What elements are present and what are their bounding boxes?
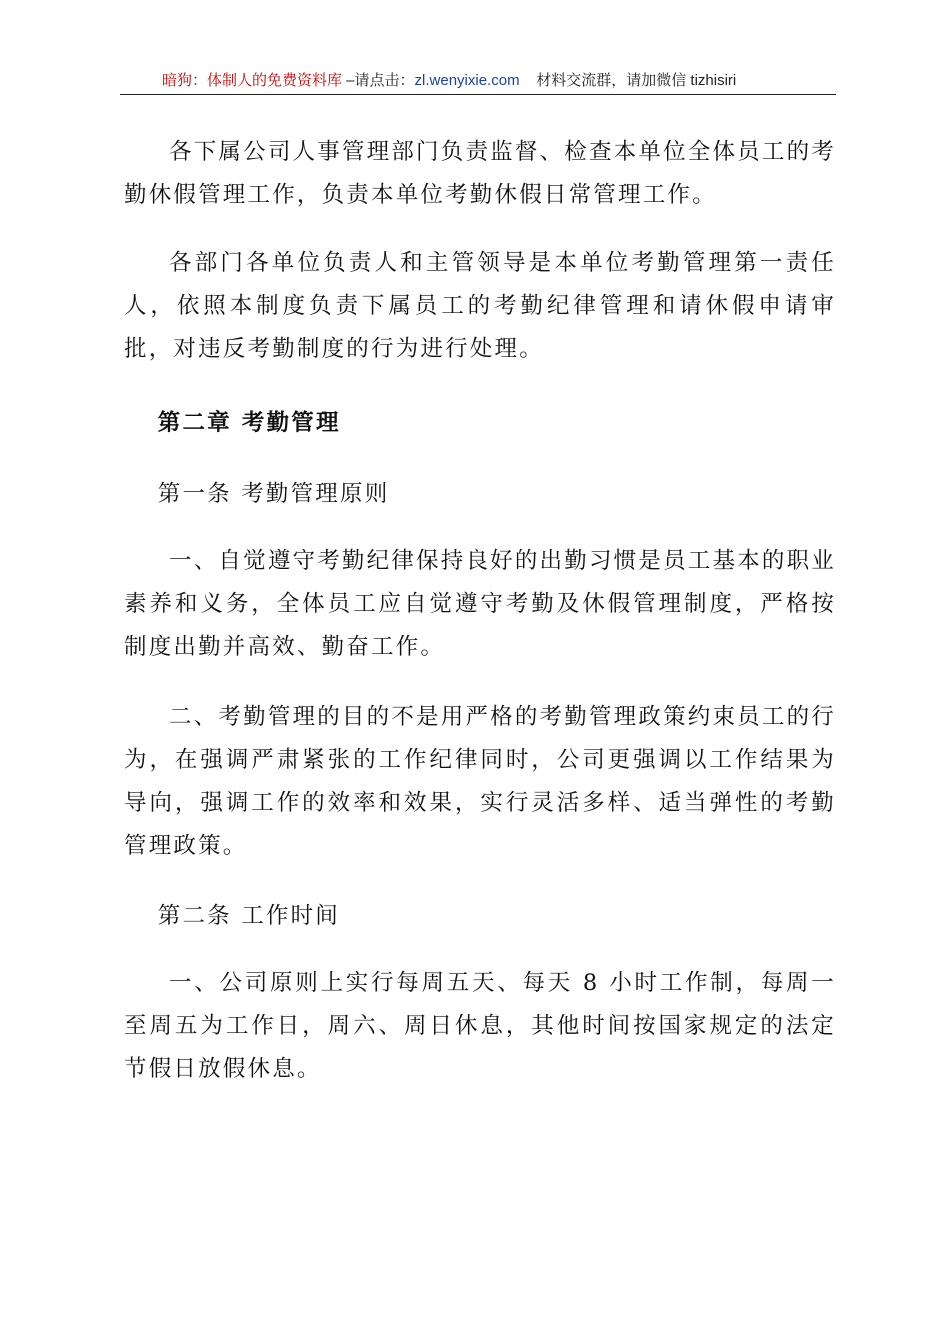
paragraph-hr-responsibility: 各下属公司人事管理部门负责监督、检查本单位全体员工的考勤休假管理工作，负责本单位考勤休假日常管理工作。 xyxy=(124,139,836,208)
header-wechat-note: 材料交流群，请加微信 tizhisiri xyxy=(536,72,737,89)
paragraph-working-hours: 一、公司原则上实行每周五天、每天 8 小时工作制，每周一至周五为工作日，周六、周日休息，其他时间按国家规定的法定节假日放假休息。 xyxy=(124,970,836,1082)
document-body xyxy=(124,131,836,1091)
header-line xyxy=(162,70,736,92)
paragraph-principle-2: 二、考勤管理的目的不是用严格的考勤管理政策约束员工的行为，在强调严肃紧张的工作纪律同时，公司更强调以工作结果为导向，强调工作的效率和效果，实行灵活多样、适当弹性的考勤管理政策。 xyxy=(124,704,836,859)
header-link[interactable]: zl.wenyixie.com xyxy=(414,72,520,89)
article-2-title: 第二条 工作时间 xyxy=(157,903,341,929)
chapter-title: 第二章 考勤管理 xyxy=(157,410,341,436)
header-click-prompt: –请点击： xyxy=(342,72,415,89)
header-site-name: 暗狗：体制人的免费资料库 xyxy=(162,72,343,89)
paragraph-leader-responsibility: 各部门各单位负责人和主管领导是本单位考勤管理第一责任人，依照本制度负责下属员工的考勤纪律管理和请休假申请审批，对违反考勤制度的行为进行处理。 xyxy=(124,250,836,362)
page-header xyxy=(120,68,836,95)
paragraph-principle-1: 一、自觉遵守考勤纪律保持良好的出勤习惯是员工基本的职业素养和义务，全体员工应自觉遵守考勤及休假管理制度，严格按制度出勤并高效、勤奋工作。 xyxy=(124,548,836,660)
article-1-title: 第一条 考勤管理原则 xyxy=(157,481,390,507)
